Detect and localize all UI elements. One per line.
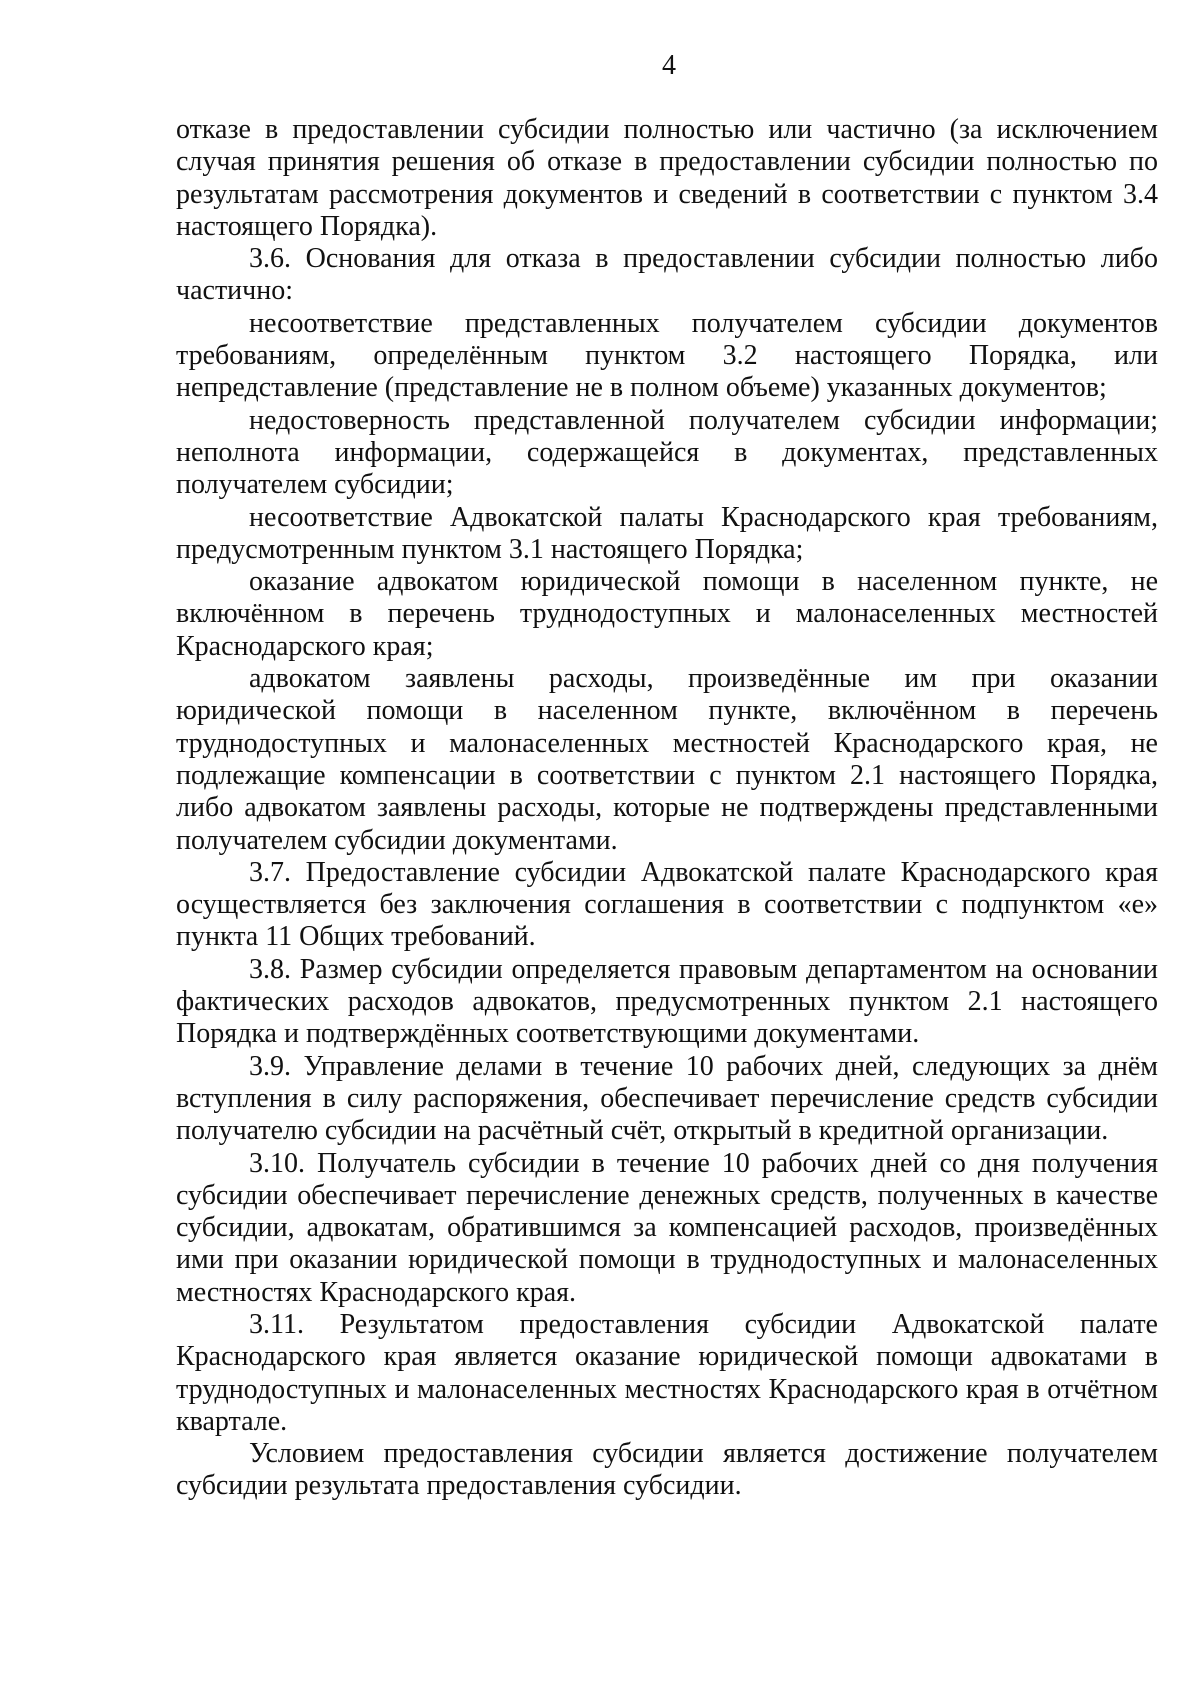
paragraph-3-6-item-1: несоответствие представленных получателем субсидии документов требованиям, определённым пунктом 3.2 настоящего Порядка, или непредставление (представление не в полном объеме) указанных документов; bbox=[176, 307, 1158, 404]
paragraph-3-6-item-3: несоответствие Адвокатской палаты Краснодарского края требованиям, предусмотренным пунктом 3.1 настоящего Порядка; bbox=[176, 501, 1158, 565]
document-body bbox=[176, 114, 1158, 1503]
paragraph-continuation: отказе в предоставлении субсидии полностью или частично (за исключением случая принятия решения об отказе в предоставлении субсидии полностью по результатам рассмотрения документов и сведений в соответствии с пунктом 3.4 настоящего Порядка). bbox=[176, 114, 1158, 242]
paragraph-3-7: 3.7. Предоставление субсидии Адвокатской палате Краснодарского края осуществляется без заключения соглашения в соответствии с подпунктом «е» пункта 11 Общих требований. bbox=[176, 856, 1158, 953]
paragraph-3-10: 3.10. Получатель субсидии в течение 10 рабочих дней со дня получения субсидии обеспечивает перечисление денежных средств, полученных в качестве субсидии, адвокатам, обратившимся за компенсацией расходов, произведённых ими при оказании юридической помощи в труднодоступных и малонаселенных местностях Краснодарского края. bbox=[176, 1147, 1158, 1308]
paragraph-3-6-item-2: недостоверность представленной получателем субсидии информации; неполнота информации, содержащейся в документах, представленных получателем субсидии; bbox=[176, 404, 1158, 501]
paragraph-condition: Условием предоставления субсидии является достижение получателем субсидии результата предоставления субсидии. bbox=[176, 1438, 1158, 1502]
paragraph-3-8: 3.8. Размер субсидии определяется правовым департаментом на основании фактических расходов адвокатов, предусмотренных пунктом 2.1 настоящего Порядка и подтверждённых соответствующими документами. bbox=[176, 953, 1158, 1050]
paragraph-3-11: 3.11. Результатом предоставления субсидии Адвокатской палате Краснодарского края является оказание юридической помощи адвокатами в труднодоступных и малонаселенных местностях Краснодарского края в отчётном квартале. bbox=[176, 1308, 1158, 1437]
paragraph-3-6-item-4: оказание адвокатом юридической помощи в населенном пункте, не включённом в перечень труднодоступных и малонаселенных местностей Краснодарского края; bbox=[176, 566, 1158, 662]
paragraph-3-9: 3.9. Управление делами в течение 10 рабочих дней, следующих за днём вступления в силу распоряжения, обеспечивает перечисление средств субсидии получателю субсидии на расчётный счёт, открытый в кредитной организации. bbox=[176, 1050, 1158, 1147]
paragraph-3-6: 3.6. Основания для отказа в предоставлении субсидии полностью либо частично: bbox=[176, 243, 1158, 307]
page-number: 4 bbox=[662, 50, 676, 81]
paragraph-3-6-item-5: адвокатом заявлены расходы, произведённые им при оказании юридической помощи в населенном пункте, включённом в перечень труднодоступных и малонаселенных местностей Краснодарского края, не подлежащие компенсации в соответствии с пунктом 2.1 настоящего Порядка, либо адвокатом заявлены расходы, которые не подтверждены представленными получателем субсидии документами. bbox=[176, 663, 1158, 856]
